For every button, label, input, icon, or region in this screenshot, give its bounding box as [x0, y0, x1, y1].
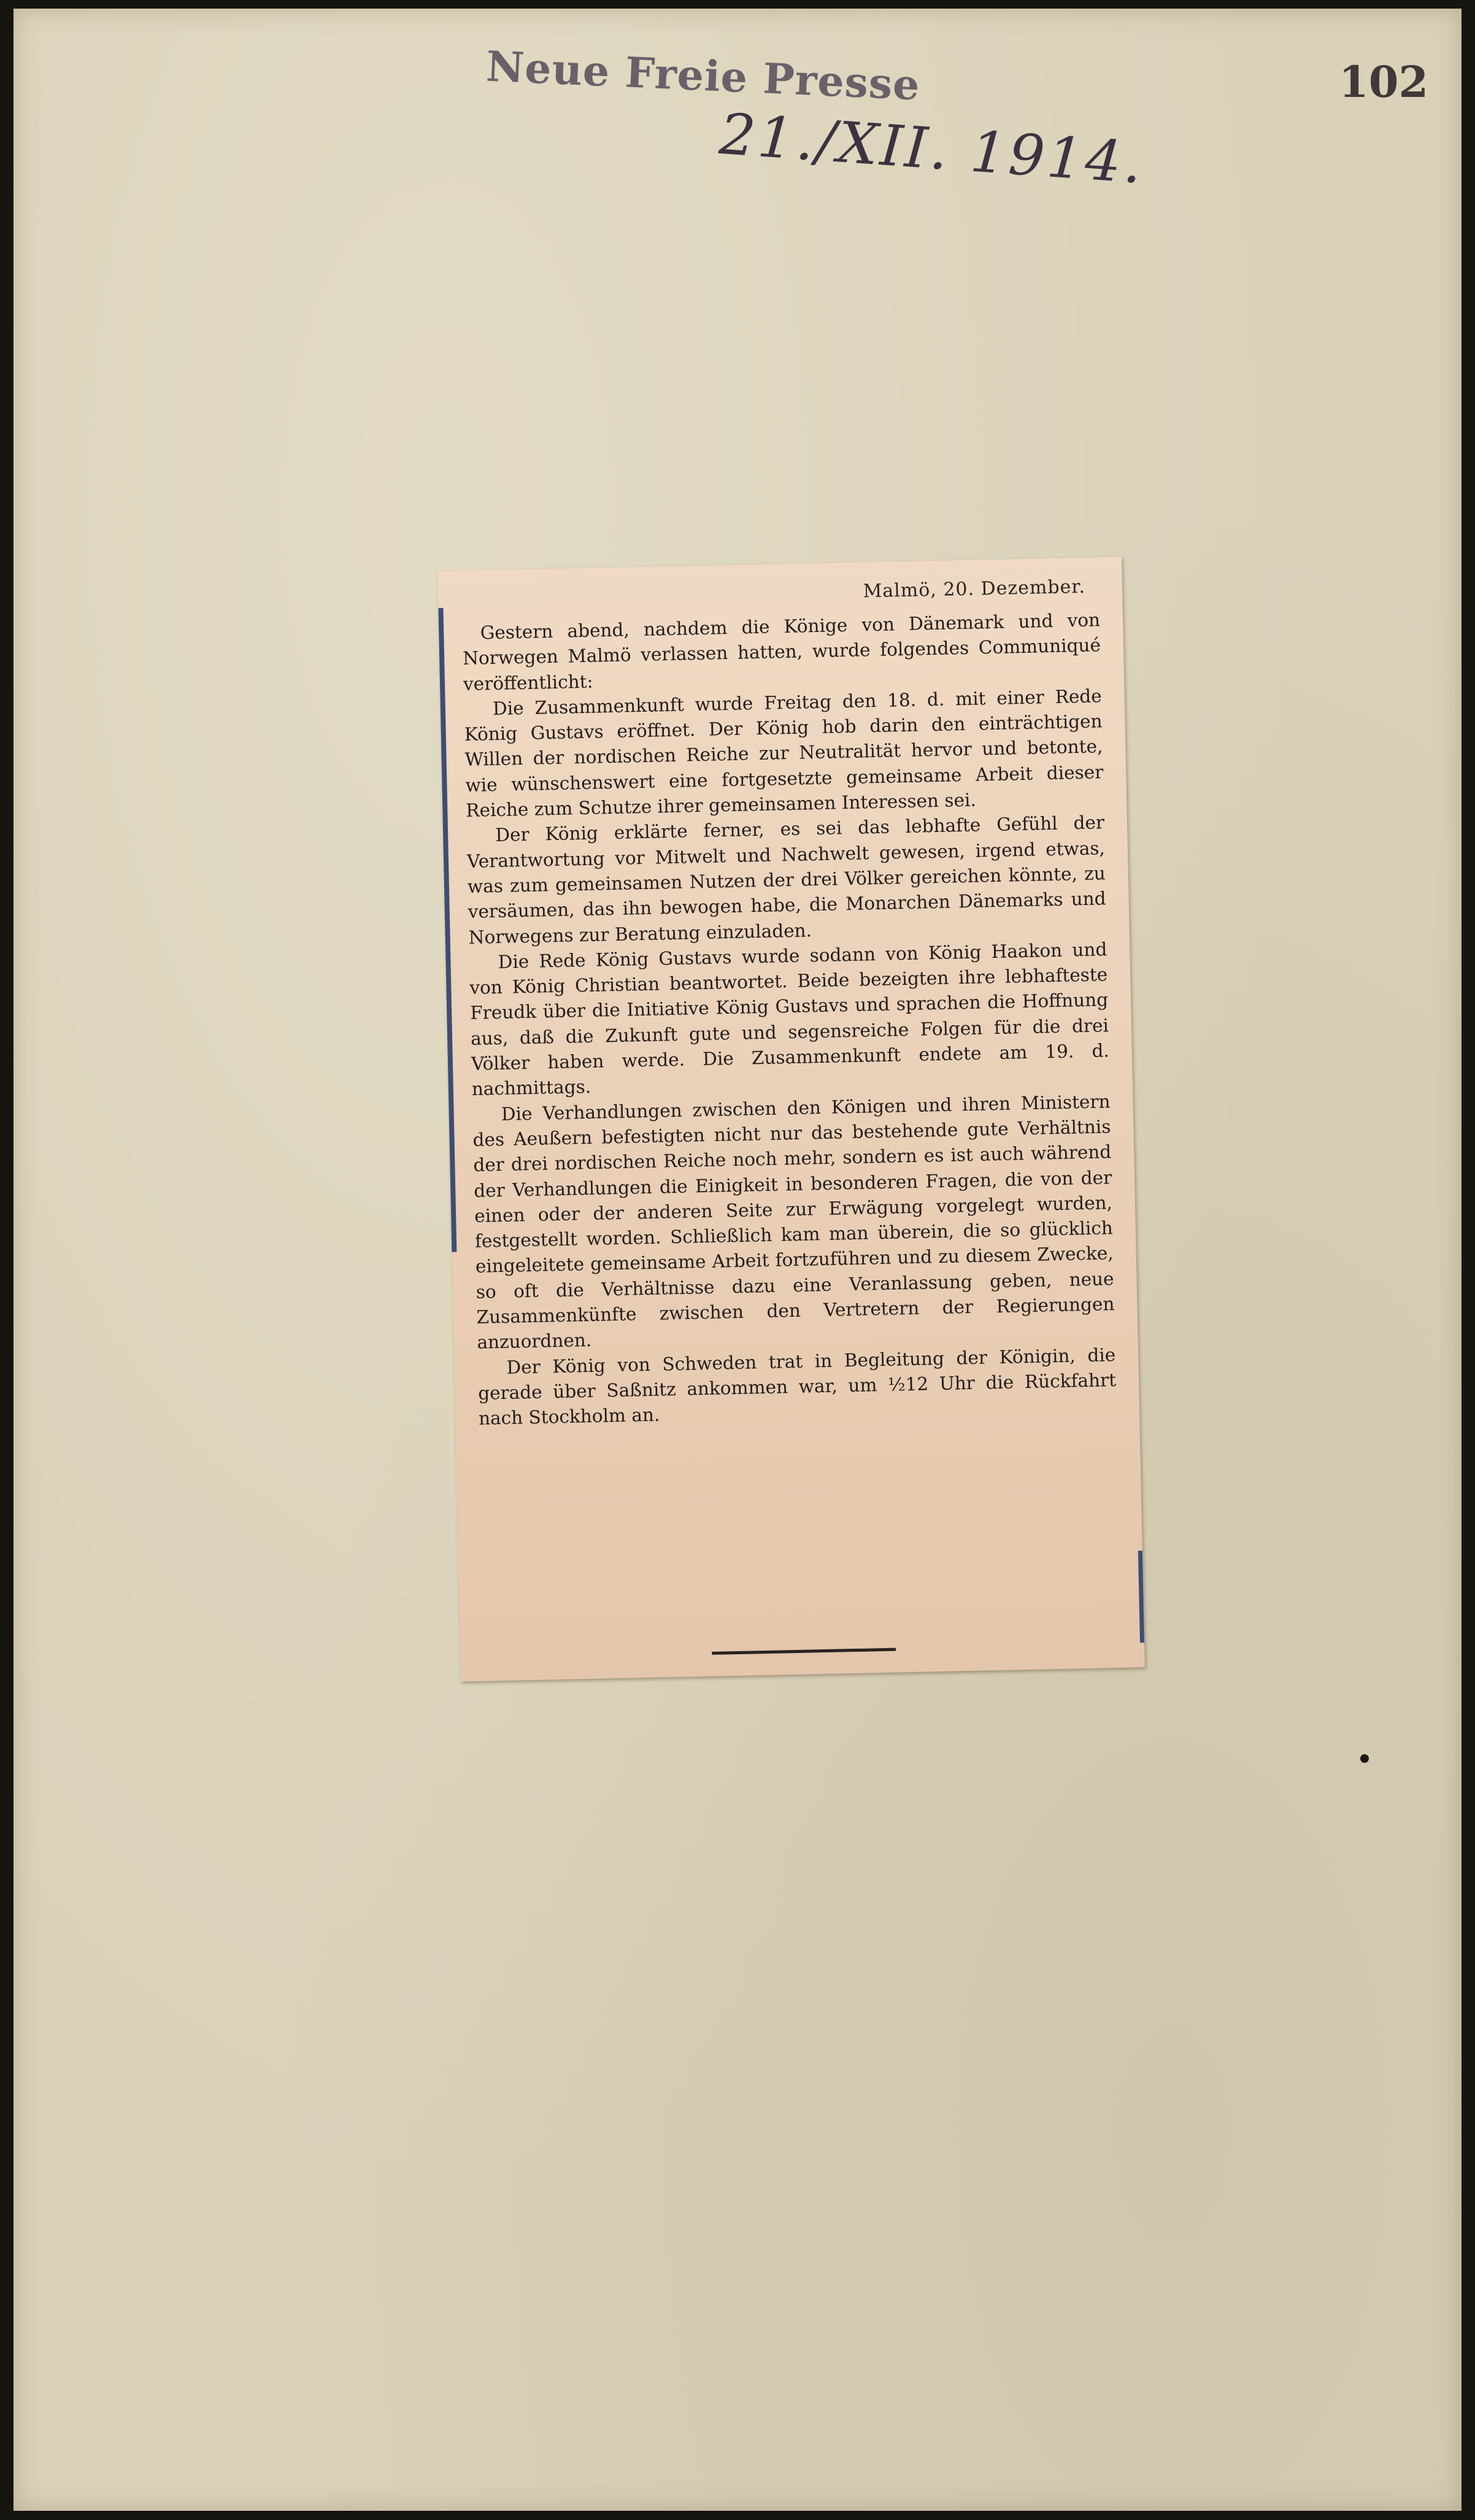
article-paragraph: Der König erklärte ferner, es sei das lebhafte Gefühl der Verantwortung vor Mitwelt und Nachwelt gewesen, irgend etwas, was zum gemeinsamen Nutzen der drei Völker gereichen könnte, zu versäumen, das ihn bewogen habe, die Monarchen Dänemarks und Norwegens zur Beratung einzuladen. — [466, 812, 1106, 948]
newspaper-stamp: Neue Freie Presse — [485, 42, 922, 110]
handwritten-date: 21./XII. 1914. — [717, 101, 1147, 197]
article-paragraph: Die Rede König Gustavs wurde sodann von König Haakon und von König Christian beantwortet. Beide bezeigten ihre lebhafteste Freudk über die Initiative König Gustavs und sprachen die Hoffnung aus, daß die Zukunft gute und segensreiche Folgen für die drei Völker haben werde. Die Zusammenkunft endete am 19. d. nachmittags. — [469, 939, 1110, 1100]
article-dateline: Malmö, 20. Dezember. — [863, 576, 1086, 603]
article-paragraph: Die Zusammenkunft wurde Freitag den 18. d. mit einer Rede König Gustavs eröffnet. Der König hob darin den einträchtigen Willen der nordischen Reiche zur Neutralität hervor und betonte, wie wünschenswert eine fortgesetzte gemeinsame Arbeit dieser Reiche zum Schutze ihrer gemeinsamen Interessen sei. — [464, 685, 1104, 822]
archive-sheet — [13, 9, 1462, 2511]
ink-spot — [1360, 1754, 1369, 1763]
newspaper-clipping — [437, 557, 1145, 1682]
clipping-blue-edge-right — [1138, 1551, 1144, 1643]
page-number: 102 — [1339, 56, 1429, 107]
article-paragraph: Die Verhandlungen zwischen den Königen und ihren Ministern des Aeußern befestigten nicht nur das bestehende gute Verhältnis der drei nordischen Reiche noch mehr, sondern es ist auch während der Verhandlungen die Einigkeit in besonderen Fragen, die von der einen oder der anderen Seite zur Erwägung vorgelegt wurden, festgestellt worden. Schließlich kam man überein, die so glücklich eingeleitete gemeinsame Arbeit fortzuführen und zu diesem Zwecke, so oft die Verhältnisse dazu eine Veranlassung geben, neue Zusammenkünfte zwischen den Vertretern der Regierungen anzuordnen. — [472, 1090, 1115, 1354]
article-paragraph: Der König von Schweden trat in Begleitung der Königin, die gerade über Saßnitz ankommen war, um ½12 Uhr die Rückfahrt nach Stockholm an. — [477, 1344, 1117, 1429]
article-body — [462, 607, 1117, 1431]
clipping-blue-edge — [438, 608, 456, 1252]
article-end-rule — [712, 1648, 896, 1655]
article-paragraph: Gestern abend, nachdem die Könige von Dänemark und von Norwegen Malmö verlassen hatten, wurde folgendes Communiqué veröffentlicht: — [462, 609, 1101, 695]
